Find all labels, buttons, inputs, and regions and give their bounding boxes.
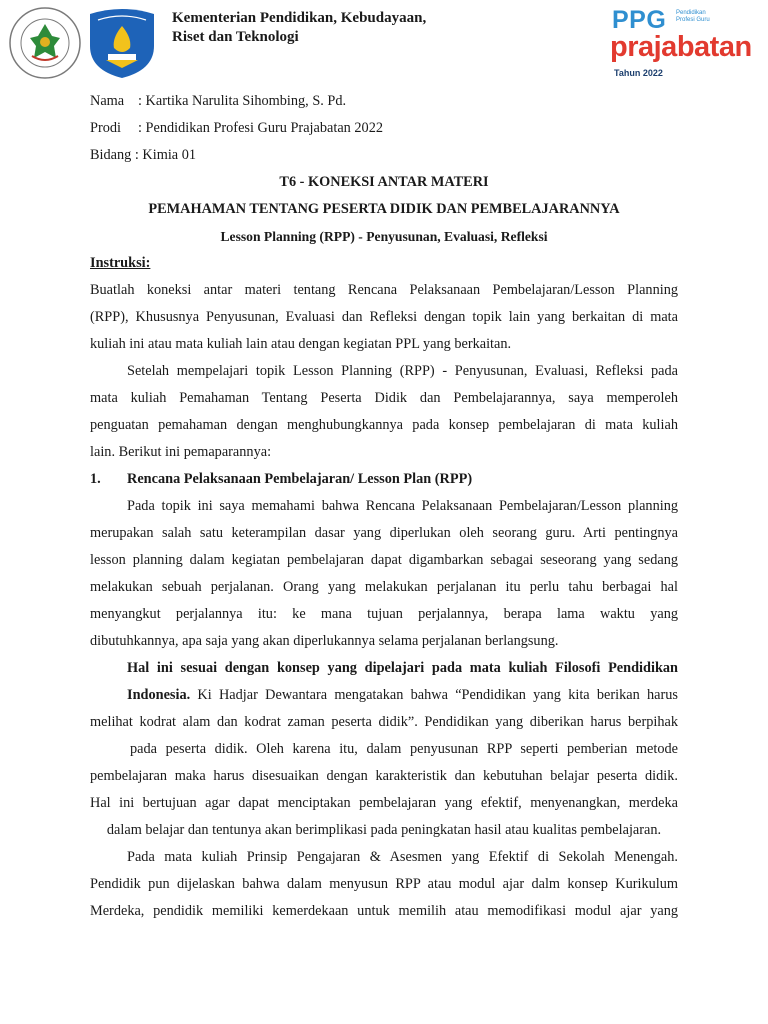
paragraph-line: dibutuhkannya, apa saja yang akan diperlukannya selama perjalanan berlangsung. — [90, 633, 559, 649]
ppg-logo-year: Tahun 2022 — [614, 68, 663, 78]
document-body — [90, 88, 678, 925]
section-number: 1. — [90, 471, 101, 487]
ministry-name — [172, 9, 426, 47]
paragraph-line: dalam belajar dan tentunya akan berimplikasi pada peningkatan hasil atau kualitas pembelajaran. — [106, 822, 662, 838]
paragraph-line: Pada mata kuliah Prinsip Pengajaran & Asesmen yang Efektif di Sekolah Menengah. — [127, 849, 678, 865]
name-value: : Kartika Narulita Sihombing, S. Pd. — [138, 93, 347, 109]
paragraph-line: Hal ini sesuai dengan konsep yang dipelajari pada mata kuliah Filosofi Pendidikan — [127, 660, 678, 676]
quote-intro: Ki Hadjar Dewantara mengatakan bahwa “Pendidikan yang kita berikan harus — [190, 687, 678, 703]
paragraph-line — [90, 682, 678, 709]
bold-course-name: Indonesia. — [127, 687, 191, 703]
identity-bidang: Bidang : Kimia 01 — [90, 147, 197, 163]
document-subtitle: PEMAHAMAN TENTANG PESERTA DIDIK DAN PEMBELAJARANNYA — [148, 201, 620, 217]
paragraph-line: pembelajaran maka harus disesuaikan dengan karakteristik dan kebutuhan belajar peserta didik. — [90, 768, 678, 784]
paragraph-line: Merdeka, pendidik memiliki kemerdekaan untuk memilih atau memodifikasi modul ajar yang — [90, 903, 678, 919]
document-topic: Lesson Planning (RPP) - Penyusunan, Evaluasi, Refleksi — [220, 229, 548, 244]
identity-prodi — [90, 115, 678, 142]
ministry-line-1: Kementerian Pendidikan, Kebudayaan, — [172, 10, 427, 26]
paragraph-line: lain. Berikut ini pemaparannya: — [90, 444, 272, 460]
section-title: Rencana Pelaksanaan Pembelajaran/ Lesson Plan (RPP) — [127, 471, 473, 487]
ppg-prajabatan-logo — [608, 4, 758, 84]
paragraph-line: Pendidik pun dijelaskan bahwa dalam menyusun RPP atau modul ajar dalm konsep Kurikulum — [90, 876, 678, 892]
ppg-logo-top: PPG — [612, 6, 667, 34]
paragraph-line: Pada topik ini saya memahami bahwa Rencana Pelaksanaan Pembelajaran/Lesson planning — [127, 498, 678, 514]
ppg-logo-main: prajabatan — [610, 31, 752, 63]
ministry-line-2: Riset dan Teknologi — [172, 29, 299, 45]
paragraph-line: merupakan salah satu keterampilan dasar yang diperlukan oleh seorang guru. Arti pentingnya — [90, 525, 678, 541]
paragraph-line: melihat kodrat alam dan kodrat zaman peserta didik”. Pendidikan yang diberikan harus berpihak — [90, 714, 678, 730]
name-label: Nama — [90, 93, 125, 109]
ppg-logo-small-text: Pendidikan Profesi Guru — [676, 10, 710, 23]
paragraph-line: penguatan pemahaman dengan menghubungkannya pada konsep pembelajaran di mata kuliah — [90, 417, 678, 433]
document-title: T6 - KONEKSI ANTAR MATERI — [279, 174, 489, 190]
section-heading — [90, 466, 678, 493]
paragraph-line: Setelah mempelajari topik Lesson Planning (RPP) - Penyusunan, Evaluasi, Refleksi pada — [127, 363, 678, 379]
instruksi-heading: Instruksi: — [90, 255, 151, 271]
paragraph-line: Hal ini bertujuan agar dapat menciptakan pembelajaran yang efektif, menyenangkan, merdeka — [90, 795, 678, 811]
prodi-value: : Pendidikan Profesi Guru Prajabatan 2022 — [138, 120, 383, 136]
unimed-logo — [8, 6, 82, 80]
paragraph-line: pada peserta didik. Oleh karena itu, dalam penyusunan RPP seperti pemberian metode — [130, 741, 678, 757]
tut-wuri-handayani-logo — [86, 6, 158, 80]
paragraph-line: Buatlah koneksi antar materi tentang Rencana Pelaksanaan Pembelajaran/Lesson Planning — [90, 282, 678, 298]
prodi-label: Prodi — [90, 120, 121, 136]
paragraph-line: (RPP), Khususnya Penyusunan, Evaluasi dan Refleksi dengan topik lain yang berkaitan di mata — [90, 309, 678, 325]
paragraph-line: melakukan sebuah perjalanan. Orang yang melakukan perjalanan itu perlu tahu berbagai hal — [90, 579, 678, 595]
paragraph-line: kuliah ini atau mata kuliah lain atau dengan kegiatan PPL yang berkaitan. — [90, 336, 512, 352]
document-header — [0, 0, 768, 90]
paragraph-line: mata kuliah Pemahaman Tentang Peserta Didik dan Pembelajarannya, saya memperoleh — [90, 390, 678, 406]
identity-name — [90, 88, 678, 115]
paragraph-line: lesson planning dalam kegiatan pembelajaran dapat digambarkan sebagai seseorang yang sedang — [90, 552, 678, 568]
paragraph-line: menyangkut perjalannya itu: ke mana tujuan perjalannya, berapa lama waktu yang — [90, 606, 678, 622]
